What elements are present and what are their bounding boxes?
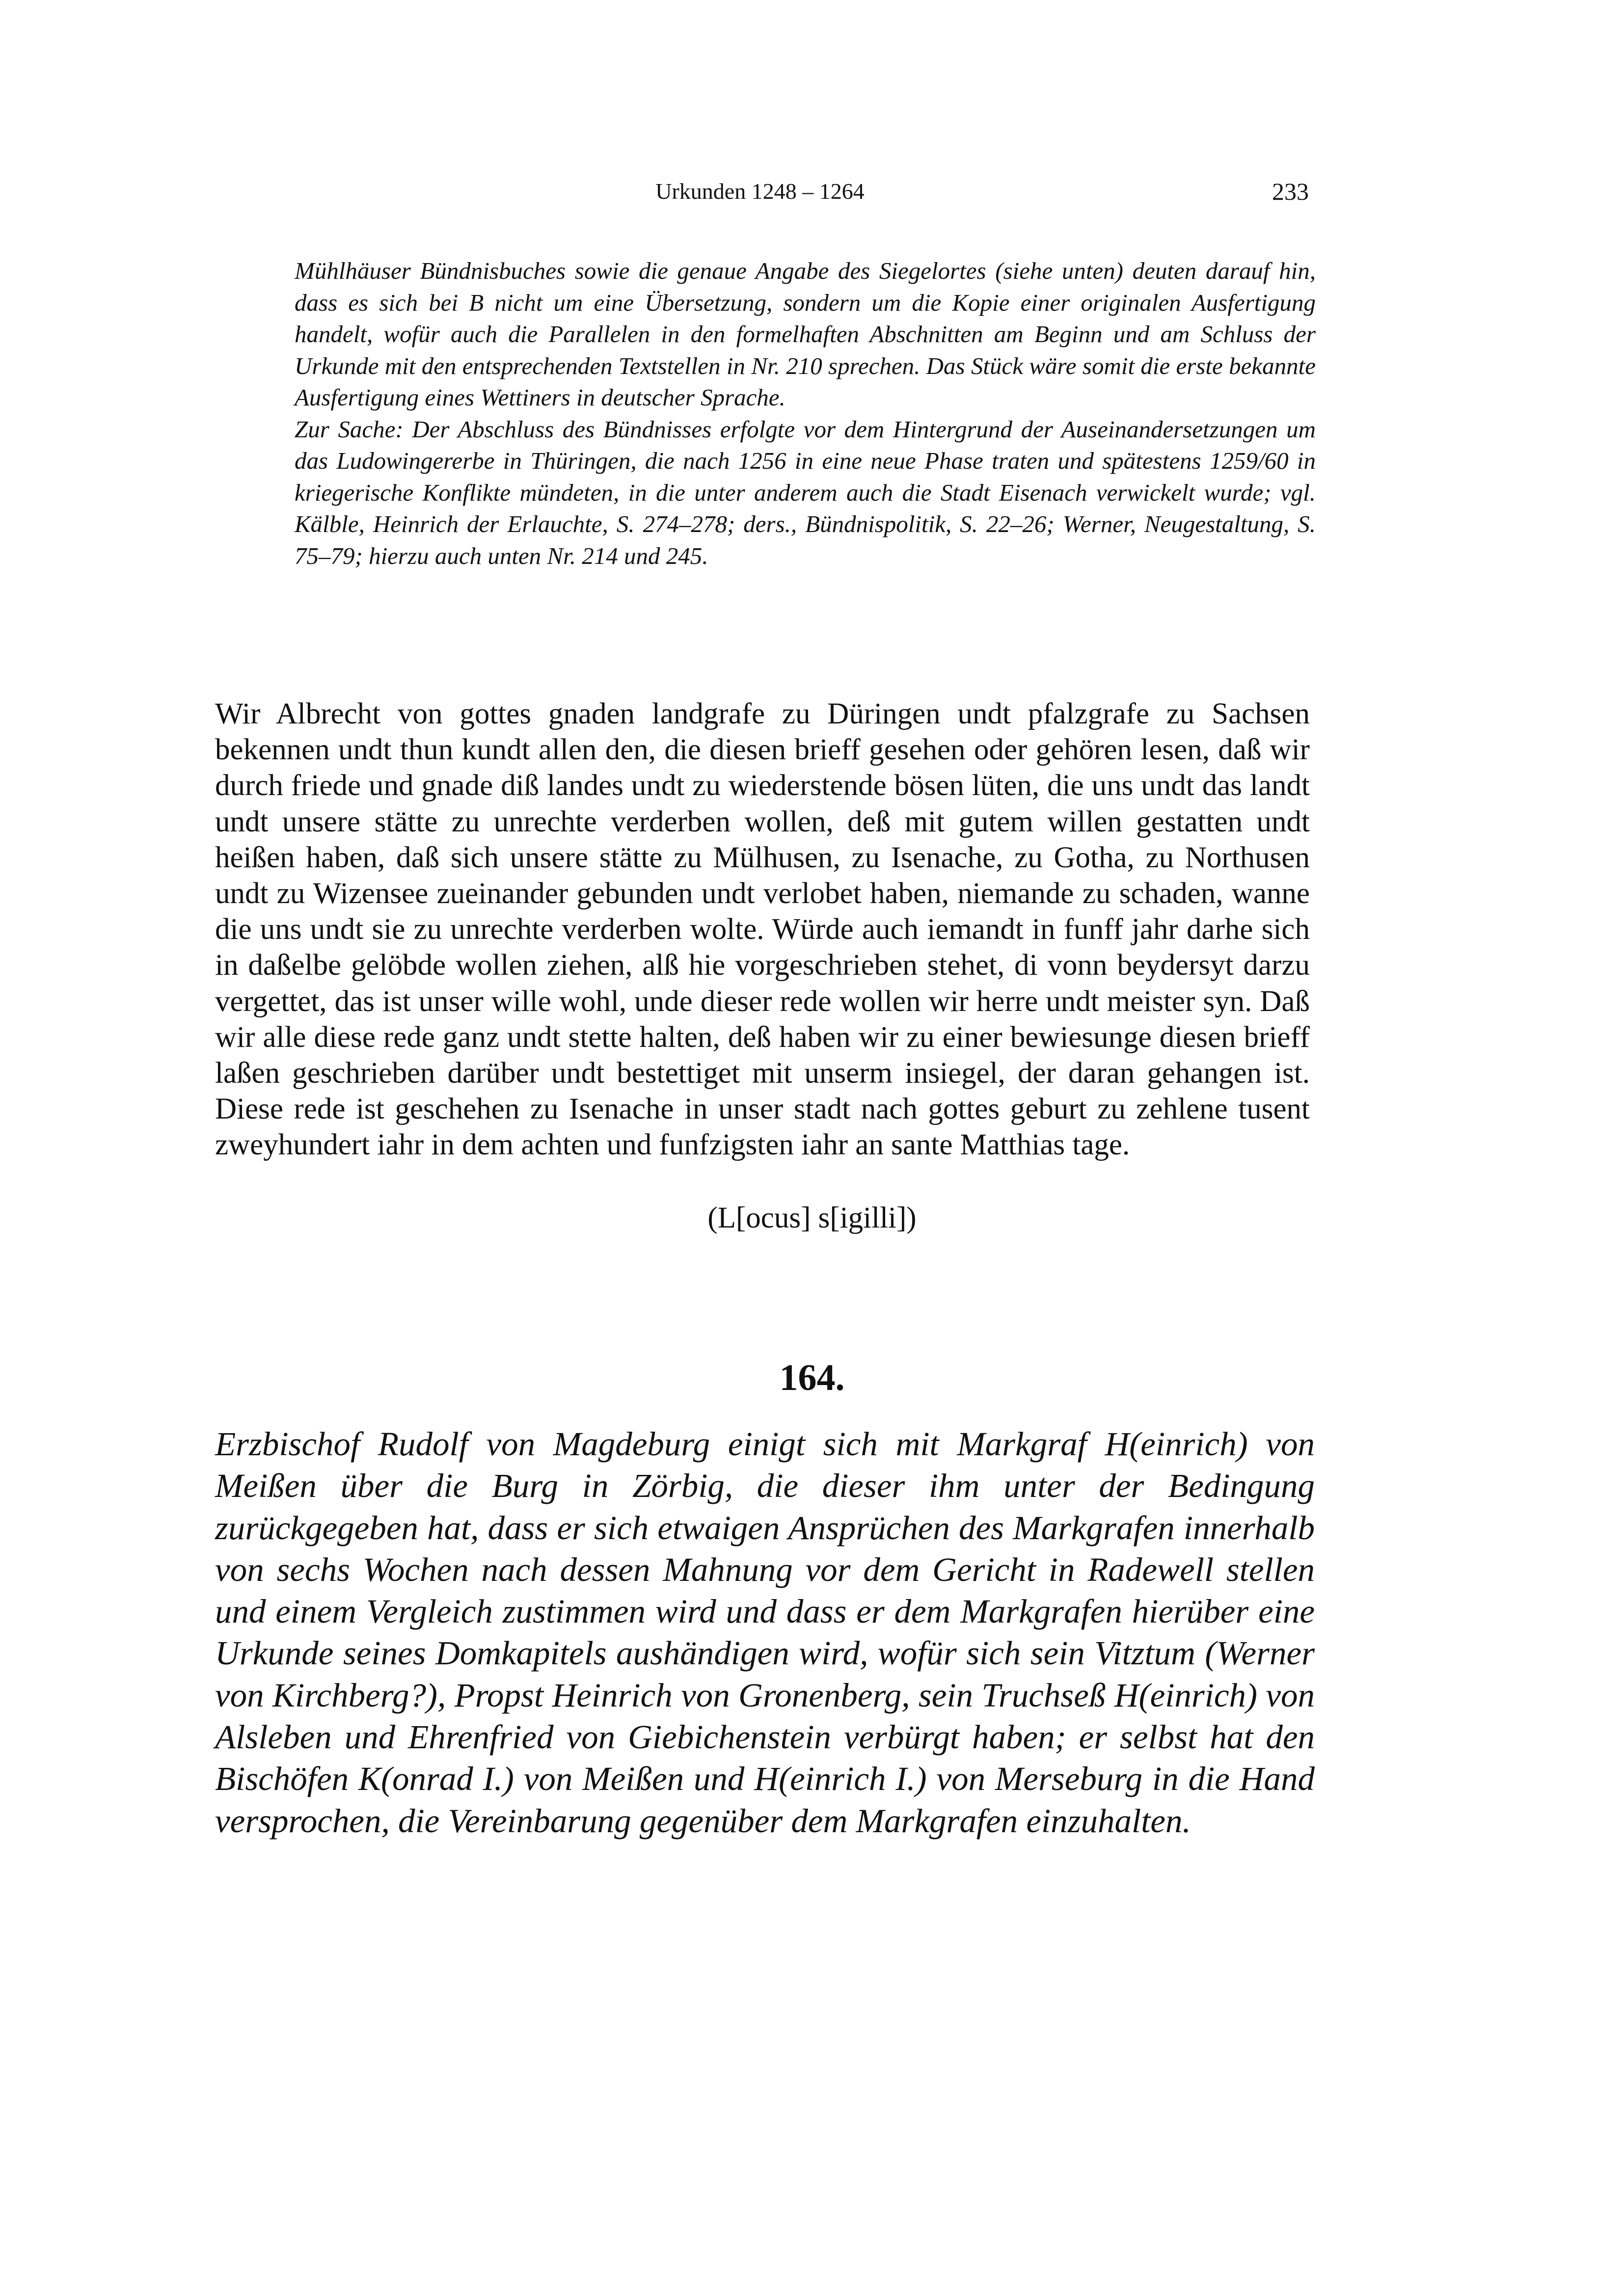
document-regest: Erzbischof Rudolf von Magdeburg einigt sich mit Markgraf H(einrich) von Meißen über die Burg in Zörbig, die dieser ihm unter der Bedingung zurückgegeben hat, dass er sich etwaigen Ansprüchen des Markgrafen innerhalb von sechs Wochen nach dessen Mahnung vor dem Gericht in Radewell stellen und einem Vergleich zustimmen wird und dass er dem Markgrafen hierüber eine Urkunde seines Domkapitels aushändigen wird, wofür sich sein Vitztum (Werner von Kirchberg?), Propst Heinrich von Gronenberg, sein Truchseß H(einrich) von Alsleben und Ehrenfried von Giebichenstein verbürgt haben; er selbst hat den Bischöfen K(onrad I.) von Meißen und H(einrich I.) von Merseburg in die Hand versprochen, die Vereinbarung gegenüber dem Markgrafen einzuhalten. — [215, 1425, 1315, 1840]
document-number: 164. — [779, 1357, 845, 1398]
page-number: 233 — [1272, 178, 1309, 205]
page-header — [211, 174, 1309, 214]
charter-text: Wir Albrecht von gottes gnaden landgrafe zu Düringen undt pfalzgrafe zu Sachsen bekennen undt thun kundt allen den, die diesen brieff gesehen oder gehören lesen, daß wir durch friede und gnade diß landes undt zu wiederstende bösen lüten, die uns undt das landt undt unsere stätte zu unrechte verderben wollen, deß mit gutem willen gestatten undt heißen haben, daß sich unsere stätte zu Mülhusen, zu Isenache, zu Gotha, zu Northusen undt zu Wizensee zueinander gebunden undt verlobet haben, niemande zu schaden, wanne die uns undt sie zu unrechte verderben wolte. Würde auch iemandt in funff jahr darhe sich in daßelbe gelöbde wollen ziehen, alß hie vorgeschrieben stehet, di vonn beydersyt darzu vergettet, das ist unser wille wohl, unde dieser rede wollen wir herre undt meister syn. Daß wir alle diese rede ganz undt stette halten, deß haben wir zu einer bewiesunge diesen brieff laßen geschrieben darüber undt bestettiget mit unserm insiegel, der daran gehangen ist. Diese rede ist geschehen zu Isenache in unser stadt nach gottes geburt zu zehlene tusent zweyhundert iahr in dem achten und funfzigsten iahr an sante Matthias tage. — [215, 697, 1310, 1162]
commentary-paragraph: Mühlhäuser Bündnisbuches sowie die genaue Angabe des Siegelortes (siehe unten) deuten darauf hin, dass es sich bei B nicht um eine Übersetzung, sondern um die Kopie einer originalen Ausfertigung handelt, wofür auch die Parallelen in den formelhaften Abschnitten am Beginn und am Schluss der Urkunde mit den entsprechenden Textstellen in Nr. 210 sprechen. Das Stück wäre somit die erste bekannte Ausfertigung eines Wettiners in deutscher Sprache. — [295, 257, 1316, 411]
editorial-commentary — [295, 255, 1316, 572]
commentary-paragraph: Zur Sache: Der Abschluss des Bündnisses erfolgte vor dem Hintergrund der Auseinandersetzungen um das Ludowingererbe in Thüringen, die nach 1256 in eine neue Phase traten und spätestens 1259/60 in kriegerische Konflikte mündeten, in die unter anderem auch die Stadt Eisenach verwickelt wurde; vgl. Kälble, Heinrich der Erlauchte, S. 274–278; ders., Bündnispolitik, S. 22–26; Werner, Neugestaltung, S. 75–79; hierzu auch unten Nr. 214 und 245. — [295, 415, 1316, 569]
running-title: Urkunden 1248 – 1264 — [655, 179, 865, 204]
seal-note: (L[ocus] s[igilli]) — [707, 1201, 917, 1234]
